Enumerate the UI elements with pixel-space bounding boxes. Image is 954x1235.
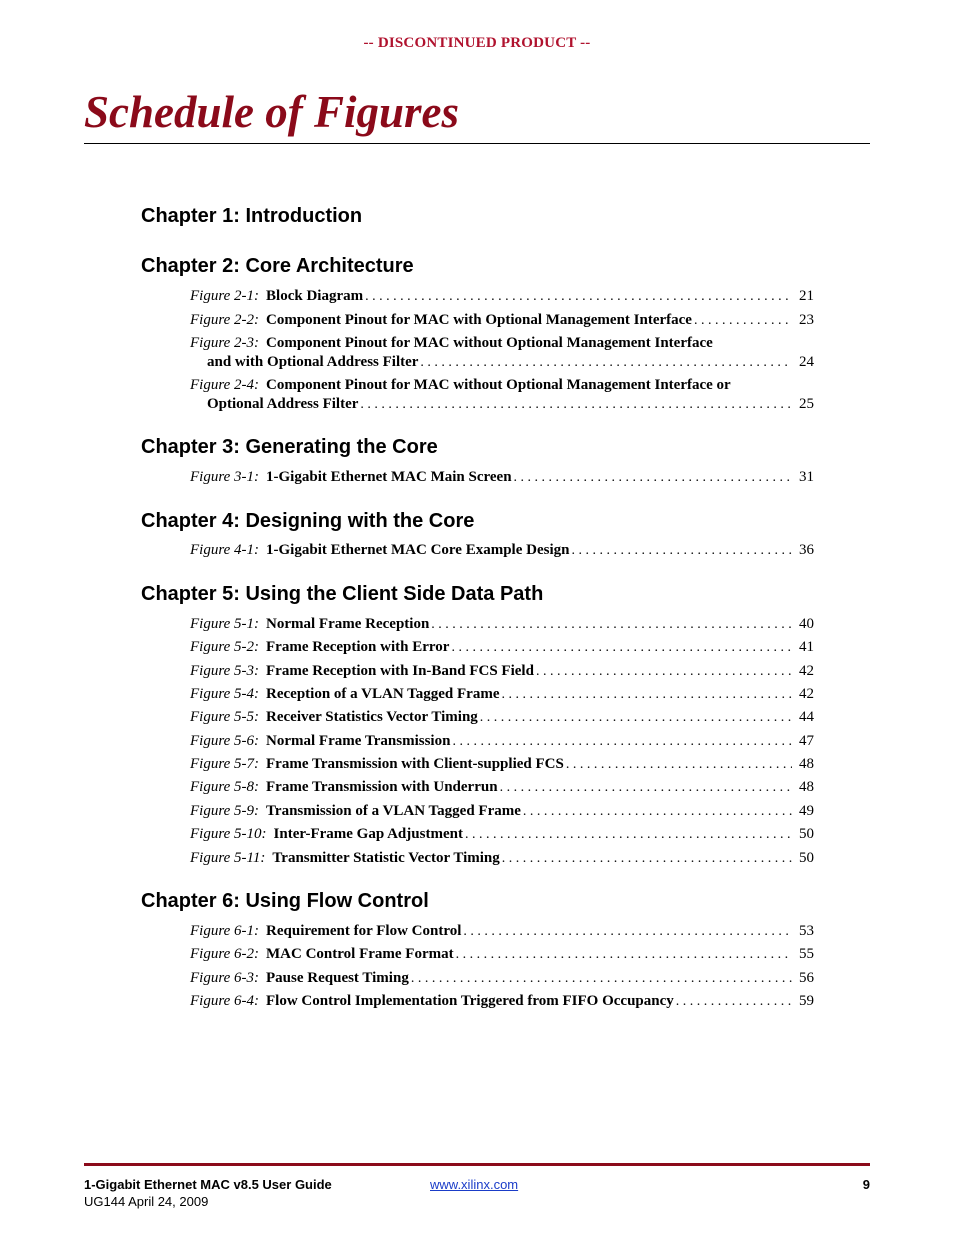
figure-title-continued: Optional Address Filter — [207, 396, 359, 412]
figure-entry[interactable] — [190, 708, 814, 727]
dot-leader — [456, 945, 792, 964]
figure-title: Component Pinout for MAC without Optional Management Interface — [266, 335, 713, 351]
dot-leader — [676, 992, 792, 1011]
figure-page-number: 25 — [799, 396, 814, 412]
figure-label: Figure 6-4: — [190, 993, 260, 1009]
figure-title: 1-Gigabit Ethernet MAC Main Screen — [266, 469, 512, 485]
dot-leader — [523, 802, 792, 821]
figure-label: Figure 5-1: — [190, 616, 260, 632]
figure-entry[interactable] — [190, 541, 814, 560]
dot-leader — [365, 287, 792, 306]
figure-entry[interactable] — [190, 945, 814, 964]
dot-leader — [566, 755, 792, 774]
chapter-heading[interactable]: Chapter 5: Using the Client Side Data Path — [141, 583, 544, 605]
figure-label: Figure 6-1: — [190, 923, 260, 939]
figure-entry[interactable] — [190, 615, 814, 634]
dot-leader — [571, 541, 792, 560]
figure-title: Requirement for Flow Control — [266, 923, 462, 939]
figure-entry[interactable] — [190, 992, 814, 1011]
footer-divider — [84, 1163, 870, 1166]
title-divider — [84, 143, 870, 144]
chapter-heading[interactable]: Chapter 3: Generating the Core — [141, 436, 438, 458]
figure-label: Figure 6-3: — [190, 970, 260, 986]
dot-leader — [431, 615, 792, 634]
figure-title: Frame Transmission with Underrun — [266, 779, 498, 795]
figure-label: Figure 4-1: — [190, 542, 260, 558]
figure-title: Transmission of a VLAN Tagged Frame — [266, 803, 521, 819]
figure-entry[interactable] — [190, 287, 814, 306]
footer-guide-title: 1-Gigabit Ethernet MAC v8.5 User Guide — [84, 1177, 332, 1192]
figure-label: Figure 5-3: — [190, 663, 260, 679]
figure-entry[interactable] — [190, 376, 814, 414]
figure-label: Figure 5-2: — [190, 639, 260, 655]
figure-label: Figure 6-2: — [190, 946, 260, 962]
figure-entry[interactable] — [190, 662, 814, 681]
figure-page-number: 59 — [799, 993, 814, 1009]
figure-page-number: 42 — [799, 686, 814, 702]
figure-entry[interactable] — [190, 922, 814, 941]
dot-leader — [465, 825, 792, 844]
figure-entry[interactable] — [190, 311, 814, 330]
figure-label: Figure 5-10: — [190, 826, 267, 842]
figure-title: Normal Frame Transmission — [266, 733, 451, 749]
figure-title: Normal Frame Reception — [266, 616, 430, 632]
figure-entry[interactable] — [190, 685, 814, 704]
figure-page-number: 49 — [799, 803, 814, 819]
chapter-heading[interactable]: Chapter 2: Core Architecture — [141, 255, 414, 277]
figure-label: Figure 2-4: — [190, 377, 260, 393]
figure-title: Transmitter Statistic Vector Timing — [272, 850, 500, 866]
figure-label: Figure 5-5: — [190, 709, 260, 725]
figure-title: Frame Reception with Error — [266, 639, 450, 655]
dot-leader — [536, 662, 792, 681]
dot-leader — [694, 311, 792, 330]
figure-page-number: 21 — [799, 288, 814, 304]
figure-page-number: 50 — [799, 826, 814, 842]
dot-leader — [480, 708, 792, 727]
figure-label: Figure 5-8: — [190, 779, 260, 795]
figure-page-number: 48 — [799, 779, 814, 795]
figure-page-number: 50 — [799, 850, 814, 866]
figure-title: Component Pinout for MAC with Optional Management Interface — [266, 312, 692, 328]
figure-page-number: 31 — [799, 469, 814, 485]
figure-title: Receiver Statistics Vector Timing — [266, 709, 478, 725]
discontinued-banner: -- DISCONTINUED PRODUCT -- — [363, 35, 591, 51]
dot-leader — [452, 732, 792, 751]
figure-label: Figure 3-1: — [190, 469, 260, 485]
figure-page-number: 55 — [799, 946, 814, 962]
figure-entry[interactable] — [190, 969, 814, 988]
figure-entry[interactable] — [190, 468, 814, 487]
figure-label: Figure 2-1: — [190, 288, 260, 304]
dot-leader — [451, 638, 792, 657]
figure-title: MAC Control Frame Format — [266, 946, 454, 962]
figure-page-number: 53 — [799, 923, 814, 939]
figure-entry[interactable] — [190, 755, 814, 774]
dot-leader — [420, 353, 792, 372]
figure-title: Inter-Frame Gap Adjustment — [273, 826, 463, 842]
figure-page-number: 56 — [799, 970, 814, 986]
figure-title: Flow Control Implementation Triggered from FIFO Occupancy — [266, 993, 674, 1009]
figure-title: Frame Transmission with Client-supplied FCS — [266, 756, 564, 772]
dot-leader — [411, 969, 792, 988]
figure-page-number: 23 — [799, 312, 814, 328]
figure-page-number: 47 — [799, 733, 814, 749]
dot-leader — [463, 922, 792, 941]
figure-label: Figure 2-2: — [190, 312, 260, 328]
figure-title: Block Diagram — [266, 288, 364, 304]
figure-entry[interactable] — [190, 732, 814, 751]
figure-title: Component Pinout for MAC without Optional Management Interface or — [266, 377, 731, 393]
figure-title: Reception of a VLAN Tagged Frame — [266, 686, 500, 702]
figure-label: Figure 2-3: — [190, 335, 260, 351]
figure-entry[interactable] — [190, 802, 814, 821]
figure-page-number: 42 — [799, 663, 814, 679]
chapter-heading[interactable]: Chapter 4: Designing with the Core — [141, 510, 475, 532]
figure-label: Figure 5-9: — [190, 803, 260, 819]
figure-page-number: 48 — [799, 756, 814, 772]
figure-page-number: 40 — [799, 616, 814, 632]
figure-entry[interactable] — [190, 334, 814, 372]
figure-title-continued: and with Optional Address Filter — [207, 354, 419, 370]
dot-leader — [501, 685, 792, 704]
figure-label: Figure 5-11: — [190, 850, 266, 866]
chapter-heading[interactable]: Chapter 6: Using Flow Control — [141, 890, 429, 912]
chapter-heading[interactable]: Chapter 1: Introduction — [141, 205, 363, 227]
figure-title: Pause Request Timing — [266, 970, 409, 986]
figure-label: Figure 5-7: — [190, 756, 260, 772]
footer-page-number: 9 — [862, 1177, 870, 1192]
dot-leader — [514, 468, 792, 487]
figure-label: Figure 5-4: — [190, 686, 260, 702]
dot-leader — [360, 395, 792, 414]
footer-doc-id: UG144 April 24, 2009 — [84, 1194, 209, 1209]
figure-entry[interactable] — [190, 825, 814, 844]
figure-title: Frame Reception with In-Band FCS Field — [266, 663, 534, 679]
figure-entry[interactable] — [190, 638, 814, 657]
figure-page-number: 41 — [799, 639, 814, 655]
dot-leader — [500, 778, 792, 797]
figure-entry[interactable] — [190, 778, 814, 797]
figure-page-number: 36 — [799, 542, 814, 558]
figure-page-number: 24 — [799, 354, 814, 370]
page-title: Schedule of Figures — [84, 87, 460, 137]
figure-entry[interactable] — [190, 849, 814, 868]
figure-page-number: 44 — [799, 709, 814, 725]
figure-label: Figure 5-6: — [190, 733, 260, 749]
figure-title: 1-Gigabit Ethernet MAC Core Example Design — [266, 542, 570, 558]
dot-leader — [502, 849, 792, 868]
footer-website-link[interactable]: www.xilinx.com — [430, 1177, 519, 1192]
